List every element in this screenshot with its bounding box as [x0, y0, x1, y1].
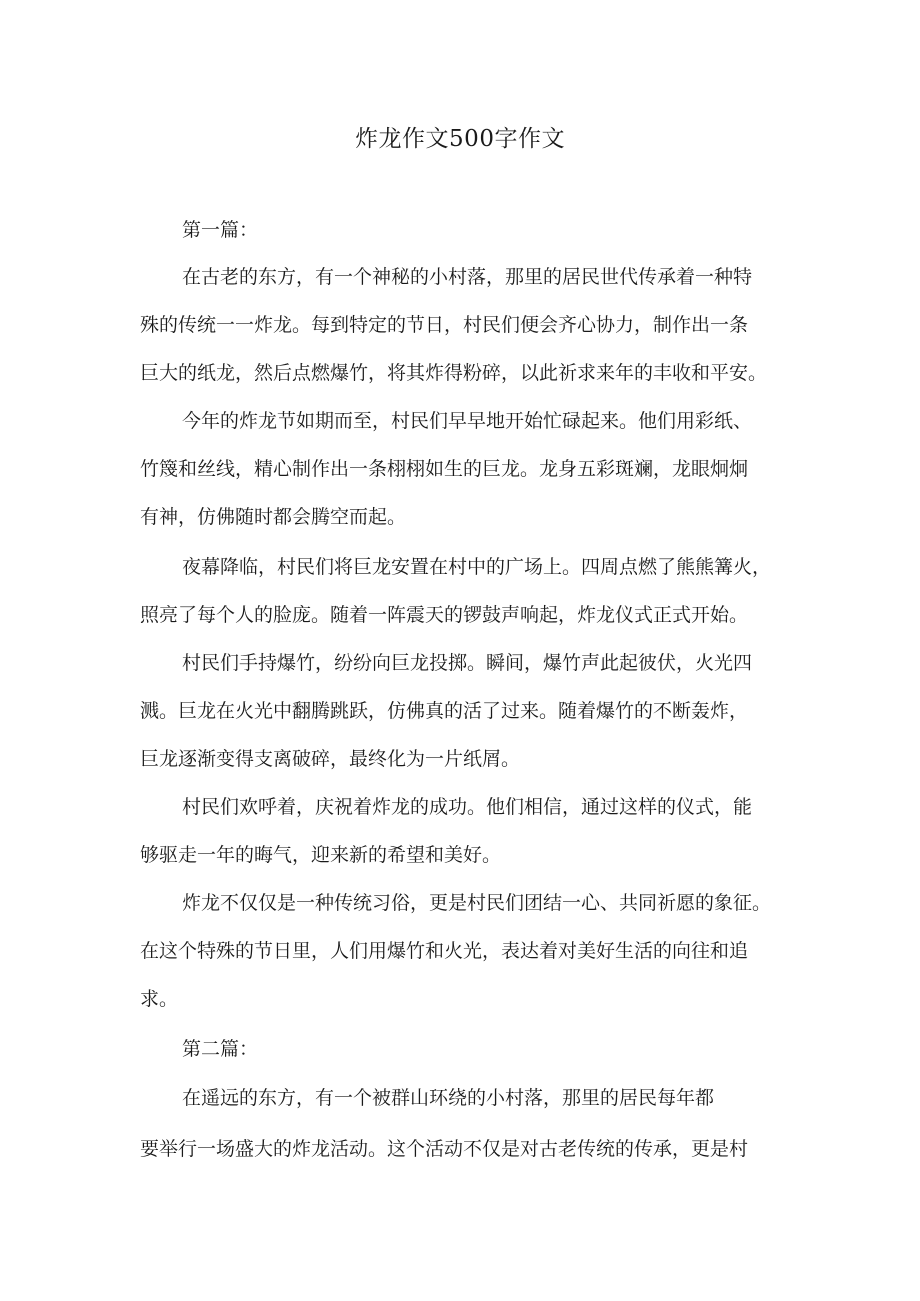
paragraph-line: 竹篾和丝线，精心制作出一条栩栩如生的巨龙。龙身五彩斑斓，龙眼炯炯 — [140, 458, 749, 480]
paragraph-line: 有神，仿佛随时都会腾空而起。 — [140, 506, 407, 528]
paragraph-line: 村民们欢呼着，庆祝着炸龙的成功。他们相信，通过这样的仪式，能 — [182, 796, 753, 818]
document-title: 炸龙作文500字作文 — [355, 126, 565, 152]
paragraph-line: 炸龙不仅仅是一种传统习俗，更是村民们团结一心、共同祈愿的象征。 — [182, 892, 772, 914]
paragraph-line: 巨龙逐渐变得支离破碎，最终化为一片纸屑。 — [140, 748, 521, 770]
paragraph-line: 要举行一场盛大的炸龙活动。这个活动不仅是对古老传统的传承，更是村 — [140, 1138, 749, 1160]
paragraph-line: 殊的传统一一炸龙。每到特定的节日，村民们便会齐心协力，制作出一条 — [140, 314, 749, 336]
paragraph-line: 照亮了每个人的脸庞。随着一阵震天的锣鼓声响起，炸龙仪式正式开始。 — [140, 604, 749, 626]
paragraph-line: 巨大的纸龙，然后点燃爆竹，将其炸得粉碎，以此祈求来年的丰收和平安。 — [140, 362, 768, 384]
paragraph-line: 在这个特殊的节日里，人们用爆竹和火光，表达着对美好生活的向往和追 — [140, 940, 749, 962]
paragraph-line: 在古老的东方，有一个神秘的小村落，那里的居民世代传承着一种特 — [182, 266, 753, 288]
section-heading: 第二篇： — [182, 1038, 259, 1060]
paragraph-line: 求。 — [140, 988, 179, 1010]
paragraph-line: 村民们手持爆竹，纷纷向巨龙投掷。瞬间，爆竹声此起彼伏，火光四 — [182, 652, 753, 674]
paragraph-line: 今年的炸龙节如期而至，村民们早早地开始忙碌起来。他们用彩纸、 — [182, 410, 753, 432]
paragraph-line: 溅。巨龙在火光中翻腾跳跃，仿佛真的活了过来。随着爆竹的不断轰炸， — [140, 700, 749, 722]
section-heading: 第一篇： — [182, 219, 259, 241]
paragraph-line: 够驱走一年的晦气，迎来新的希望和美好。 — [140, 844, 502, 866]
paragraph-line: 在遥远的东方，有一个被群山环绕的小村落，那里的居民每年都 — [182, 1087, 715, 1109]
paragraph-line: 夜幕降临，村民们将巨龙安置在村中的广场上。四周点燃了熊熊篝火， — [182, 556, 772, 578]
